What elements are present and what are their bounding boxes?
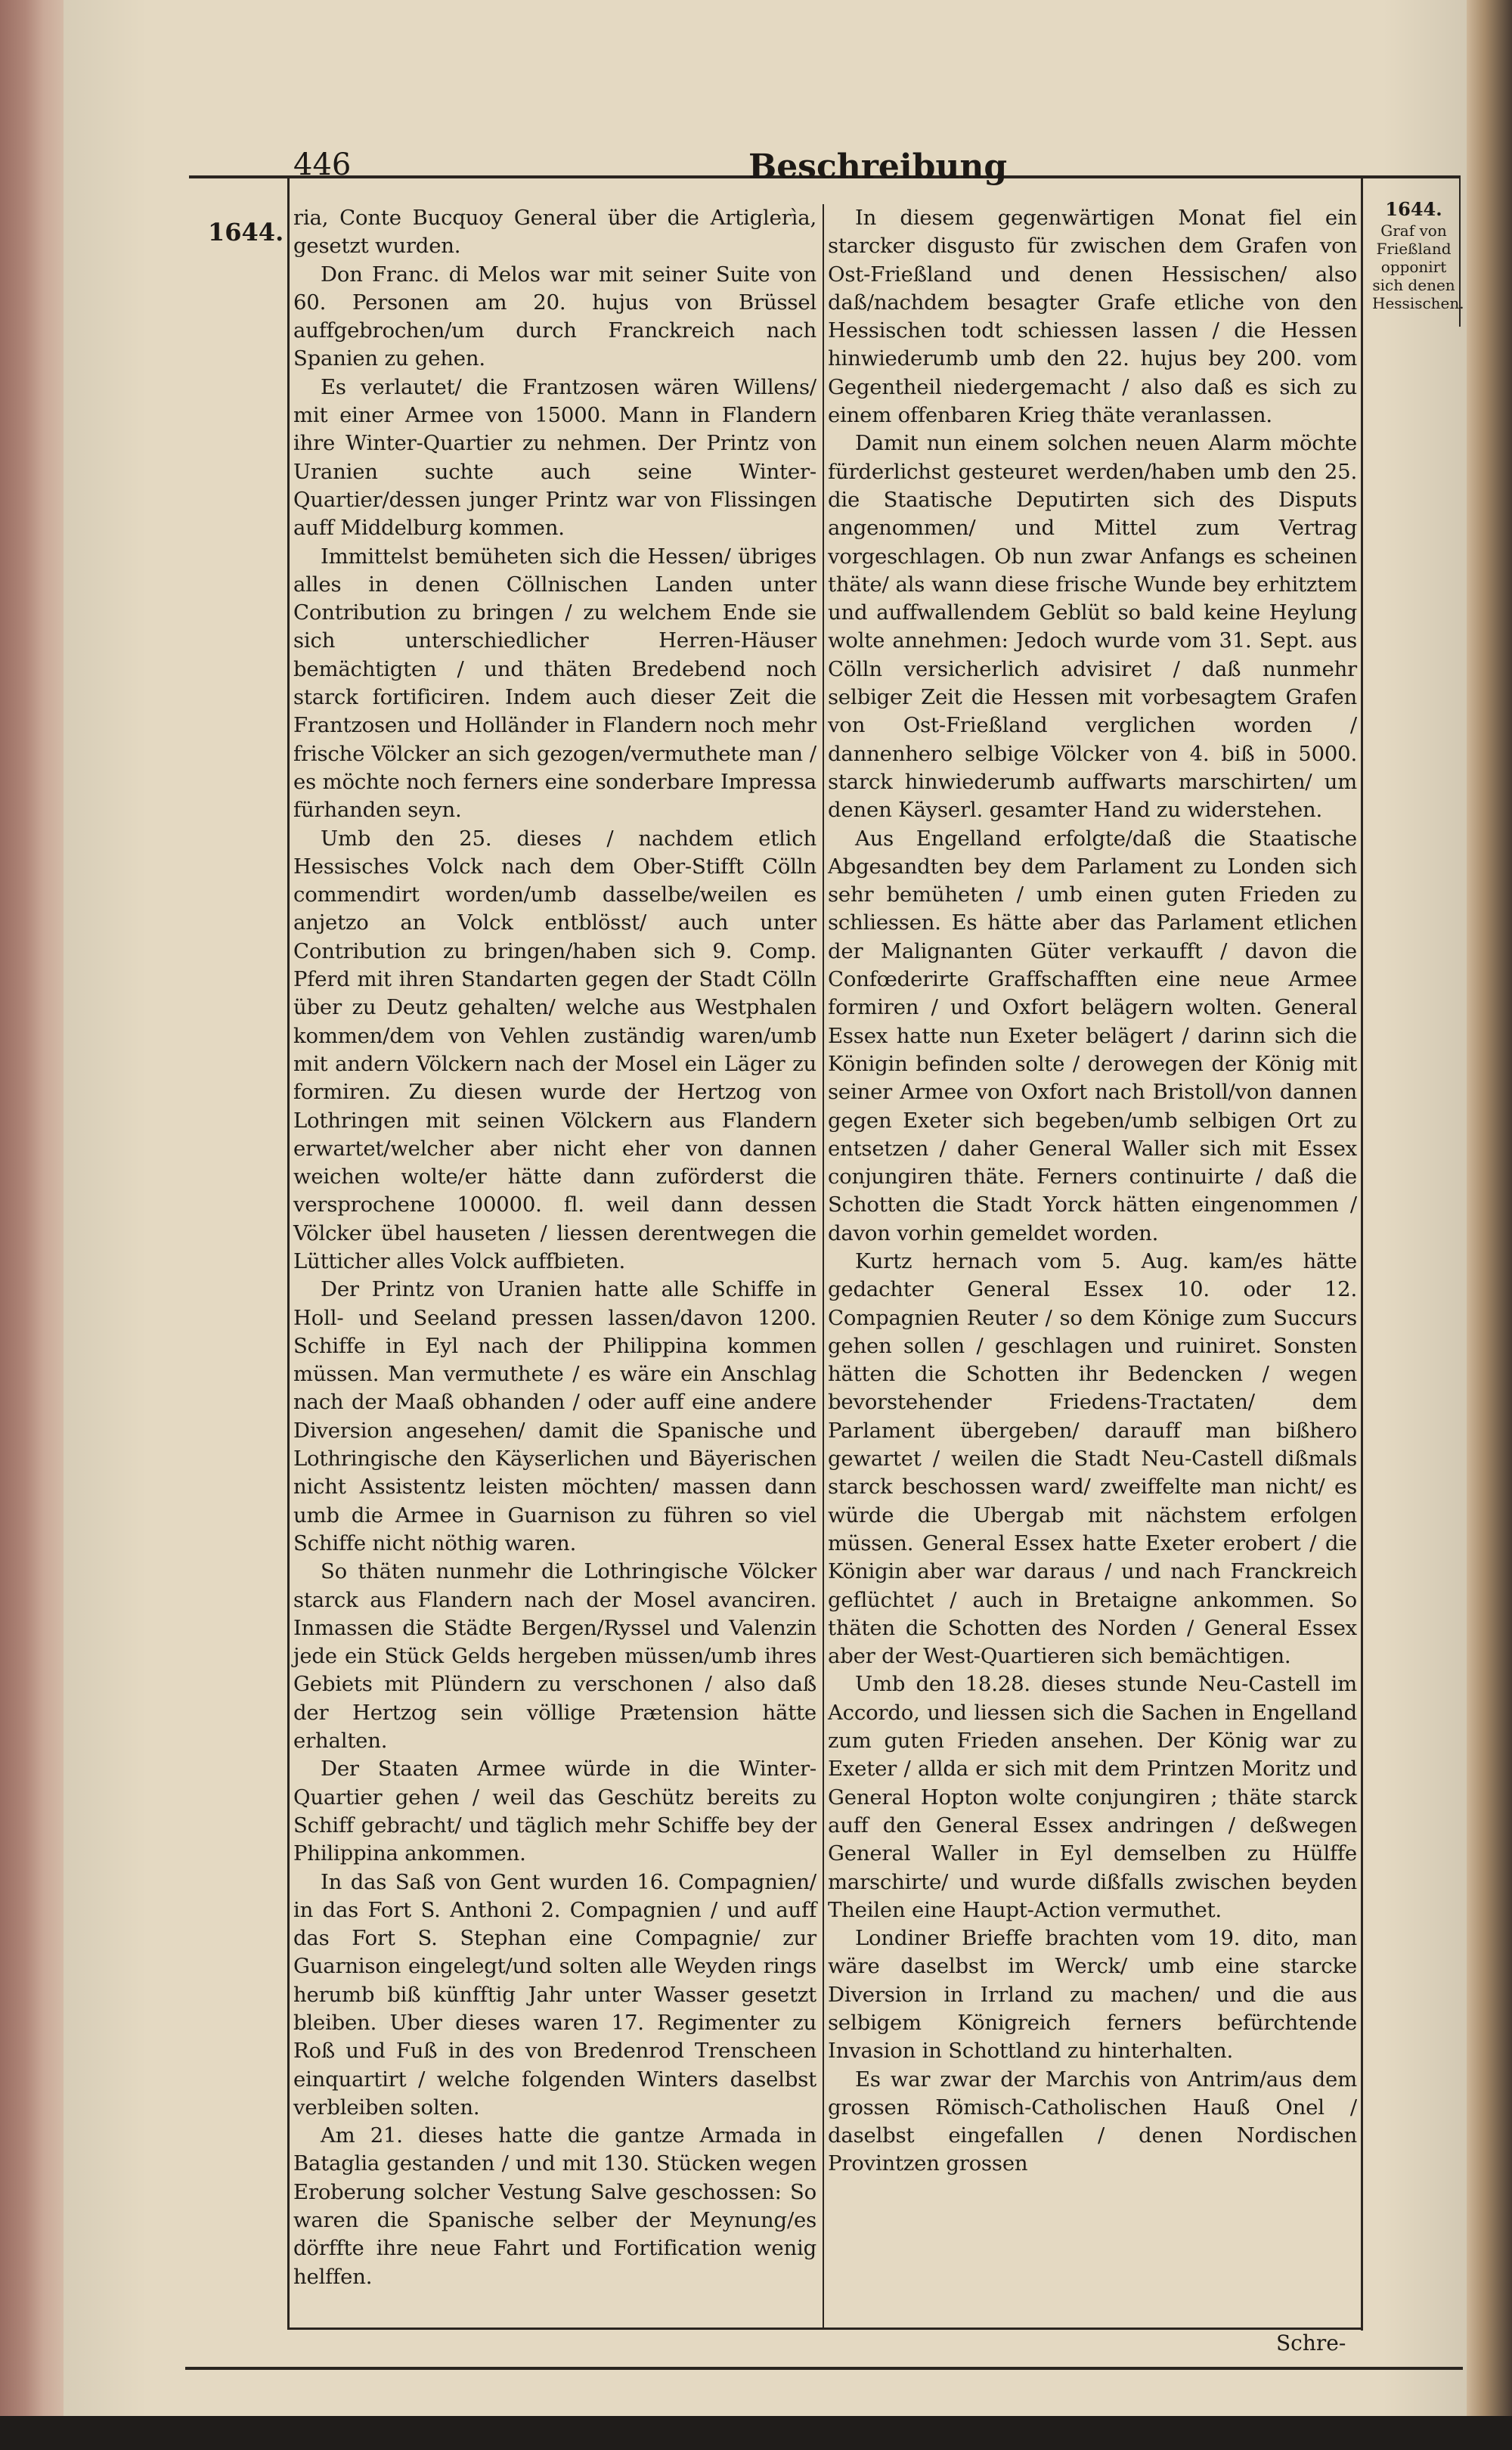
paragraph: Umb den 25. dieses / nachdem etlich Hessisches Volck nach dem Ober-Stifft Cölln commendirt worden/umb dasselbe/weilen es anjetzo an Volck entblösst/ auch unter Contribution zu bringen/haben sich 9. Comp. Pferd mit ihren Standarten gegen der Stadt Cölln über zu Deutz gehalten/ welche aus Westphalen kommen/dem von Vehlen zuständig waren/umb mit andern Völckern nach der Mosel ein Läger zu formiren. Zu diesen wurde der Hertzog von Lothringen mit seinen Völckern aus Flandern erwartet/welcher aber nicht eher von dannen weichen wolte/er hätte dann zuförderst die versprochene 100000. fl. weil dann dessen Völcker übel hauseten / liessen derentwegen die Lütticher alles Volck auffbieten. <box>293 826 816 1273</box>
margin-note-right <box>1372 198 1464 312</box>
paragraph: Immittelst bemüheten sich die Hessen/ übriges alles in denen Cöllnischen Landen unter Contribution zu bringen / zu welchem Ende sie sich unterschiedlicher Herren-Häuser bemächtigten / und thäten Bredebend noch starck fortificiren. Indem auch dieser Zeit die Frantzosen und Holländer in Flandern noch mehr frische Völcker an sich gezogen/vermuthete man / es möchte noch ferners eine sonderbare Impressa fürhanden seyn. <box>293 544 816 823</box>
footer-rule <box>185 2367 1463 2370</box>
paragraph: Am 21. dieses hatte die gantze Armada in Bataglia gestanden / und mit 130. Stücken wegen Eroberung solcher Vestung Salve geschossen: So waren die Spanische selber der Meynung/es dörffte ihre neue Fahrt und Fortification wenig helffen. <box>293 2123 816 2289</box>
paragraph: So thäten nunmehr die Lothringische Völcker starck aus Flandern nach der Mosel avanciren. Inmassen die Städte Bergen/Ryssel und Valenzin jede ein Stück Gelds hergeben müssen/umb ihres Gebiets mit Plündern zu verschonen / also daß der Hertzog sein völlige Prætension hätte erhalten. <box>293 1559 816 1754</box>
paragraph: Umb den 18.28. dieses stunde Neu-Castell im Accordo, und liessen sich die Sachen in Engelland zum guten Frieden ansehen. Der König war zu Exeter / allda er sich mit dem Printzen Moritz und General Hopton wolte conjungiren ; thäte starck auff den General Essex andringen / deßwegen General Waller in Eyl demselben zu Hülffe marschirte/ und wurde dißfalls zwischen beyden Theilen eine Haupt-Action vermuthet. <box>828 1672 1357 1922</box>
margin-year-right: 1644. <box>1385 198 1442 220</box>
paragraph: Kurtz hernach vom 5. Aug. kam/es hätte gedachter General Essex 10. oder 12. Compagnien Reuter / so dem Könige zum Succurs gehen sollen / geschlagen und ruiniret. Sonsten hätten die Schotten ihr Bedencken / wegen bevorstehender Friedens-Tractaten/ dem Parlament übergeben/ darauff man bißhero gewartet / weilen die Stadt Neu-Castell dißmals starck beschossen ward/ zweiffelte man nicht/ es würde die Ubergab mit nächstem erfolgen müssen. General Essex hatte Exeter erobert / die Königin aber war daraus / und nach Franckreich geflüchtet / auch in Bretaigne ankommen. So thäten die Schotten des Norden / General Essex aber der West-Quartieren sich bemächtigen. <box>828 1248 1357 1669</box>
paragraph: Damit nun einem solchen neuen Alarm möchte fürderlichst gesteuret werden/haben umb den 25. die Staatische Deputirten sich des Disputs angenommen/ und Mittel zum Vertrag vorgeschlagen. Ob nun zwar Anfangs es scheinen thäte/ als wann diese frische Wunde bey erhitztem und auffwallendem Geblüt so bald keine Heylung wolte annehmen: Jedoch wurde vom 31. Sept. aus Cölln versicherlich advisiret / daß nunmehr selbiger Zeit die Hessen mit vorbesagtem Grafen von Ost-Frießland verglichen worden / dannenhero selbige Völcker von 4. biß in 5000. starck hinwiederumb auffwarts marschirten/ um denen Käyserl. gesamter Hand zu widerstehen. <box>828 431 1357 823</box>
catchword: Schre- <box>1276 2331 1346 2355</box>
paragraph: Londiner Brieffe brachten vom 19. dito, man wäre daselbst im Werck/ umb eine starcke Diversion in Irrland zu machen/ und die aus selbigem Königreich ferners befürchtende Invasion in Schottland zu hinterhalten. <box>828 1926 1357 2064</box>
paragraph: Aus Engelland erfolgte/daß die Staatische Abgesandten bey dem Parlament zu Londen sich sehr bemüheten / umb einen guten Frieden zu schliessen. Es hätte aber das Parlament etlichen der Malignanten Güter verkaufft / davon die Confœderirte Graffschafften eine neue Armee formiren / und Oxfort belägern wolten. General Essex hatte nun Exeter belägert / darinn sich die Königin befinden solte / derowegen der König mit seiner Armee von Oxfort nach Bristoll/von dannen gegen Exeter sich begeben/umb selbigen Ort zu entsetzen / daher General Waller sich mit Essex conjungiren thäte. Ferners continuirte / daß die Schotten die Stadt Yorck hätten eingenommen / davon vorhin gemeldet worden. <box>828 826 1357 1245</box>
right-column <box>828 204 1357 2179</box>
paragraph: In diesem gegenwärtigen Monat fiel ein starcker disgusto für zwischen dem Grafen von Ost-Frießland und denen Hessischen/ also daß/nachdem besagter Grafe etliche von den Hessischen todt schiessen lassen / die Hessen hinwiederumb umb den 22. hujus bey 200. vom Gegentheil niedergemacht / also daß es sich zu einem offenbaren Krieg thäte veranlassen. <box>828 206 1357 428</box>
paragraph: In das Saß von Gent wurden 16. Compagnien/ in das Fort S. Anthoni 2. Compagnien / und auff das Fort S. Stephan eine Compagnie/ zur Guarnison eingelegt/und solten alle Weyden rings herumb biß künfftig Jahr unter Wasser gesetzt bleiben. Uber dieses waren 17. Regimenter zu Roß und Fuß in des von Bredenrod Trenscheen einquartirt / welche folgenden Winters daselbst verbleiben solten. <box>293 1869 816 2120</box>
paragraph: Don Franc. di Melos war mit seiner Suite von 60. Personen am 20. hujus von Brüssel auffgebrochen/um durch Franckreich nach Spanien zu gehen. <box>293 262 816 371</box>
text-frame-left <box>287 175 290 2329</box>
column-divider <box>823 204 824 2329</box>
book-right-edge <box>1467 0 1512 2450</box>
scan-bottom-border <box>0 2416 1512 2450</box>
margin-note-text: Graf von Frießland opponirt sich denen Hessischen. <box>1372 222 1464 312</box>
paragraph: ria, Conte Bucquoy General über die Artiglerìa, gesetzt wurden. <box>293 206 816 259</box>
paragraph: Der Printz von Uranien hatte alle Schiffe in Holl- und Seeland pressen lassen/davon 1200. Schiffe in Eyl nach der Philippina kommen müssen. Man vermuthete / es wäre ein Anschlag nach der Maaß obhanden / oder auff eine andere Diversion angesehen/ damit die Spanische und Lothringische den Käyserlichen und Bäyerischen nicht Assistentz leisten möchten/ massen dann umb die Armee in Guarnison zu führen so viel Schiffe nicht nöthig waren. <box>293 1277 816 1555</box>
running-title: Beschreibung <box>748 147 1008 186</box>
text-frame-right <box>1361 175 1363 2331</box>
paragraph: Es war zwar der Marchis von Antrim/aus dem grossen Römisch-Catholischen Hauß Onel / daselbst eingefallen / denen Nordischen Provintzen grossen <box>828 2067 1357 2176</box>
paragraph: Der Staaten Armee würde in die Winter-Quartier gehen / weil das Geschütz bereits zu Schiff gebracht/ und täglich mehr Schiffe bey der Philippina ankommen. <box>293 1757 816 1866</box>
margin-year-left: 1644. <box>208 218 284 247</box>
left-column <box>293 204 816 2291</box>
paragraph: Es verlautet/ die Frantzosen wären Willens/ mit einer Armee von 15000. Mann in Flandern ihre Winter-Quartier zu nehmen. Der Printz von Uranien suchte auch seine Winter-Quartier/dessen junger Printz war von Flissingen auff Middelburg kommen. <box>293 374 816 541</box>
page-number: 446 <box>293 147 352 182</box>
book-left-edge <box>0 0 73 2450</box>
text-frame-bottom <box>287 2328 1361 2330</box>
